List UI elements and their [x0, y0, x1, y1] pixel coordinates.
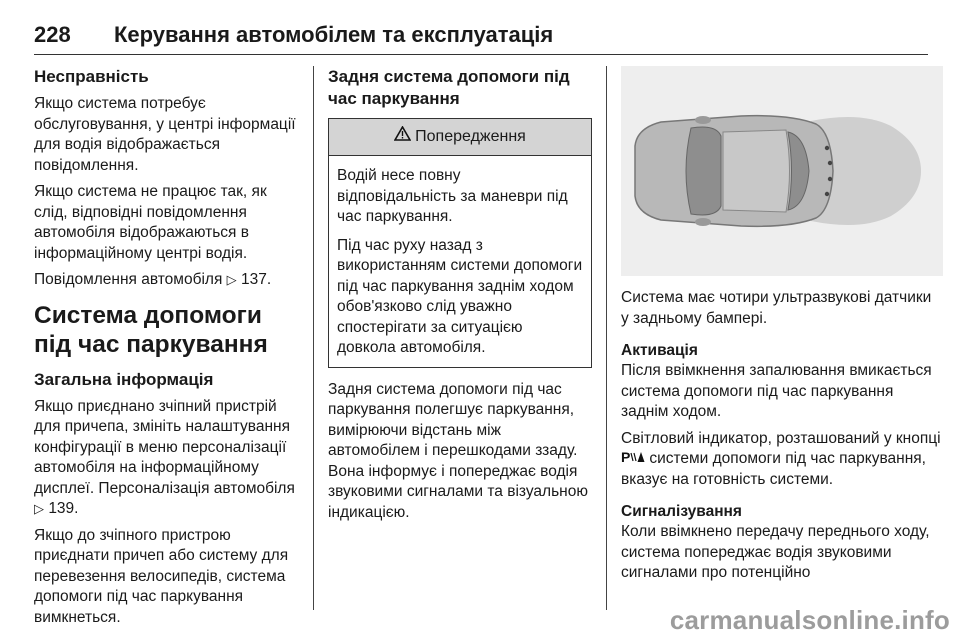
column-3 — [621, 66, 943, 590]
column-1 — [34, 66, 300, 634]
warning-title: Попередження — [415, 127, 526, 145]
paragraph: Після ввімкнення запалювання вмикається система допомоги під час паркування заднім ходом. — [621, 362, 932, 420]
warning-paragraph: Водій несе повну відповідальність за маневри під час паркування. — [337, 167, 568, 225]
page-reference-link[interactable]: 139. — [48, 500, 79, 517]
paragraph-text: системи допомоги під час паркування, вказує на готовність системи. — [621, 450, 926, 488]
paragraph: Якщо система не працює так, як слід, відповідні повідомлення автомобіля відображаються в інформаційному центрі водія. — [34, 183, 267, 262]
header-rule — [34, 54, 928, 55]
warning-header — [329, 119, 591, 156]
paragraph-text: Якщо приєднано зчіпний пристрій для причепа, змініть налаштування конфігурації в меню персоналізації автомобіля на інформаційному дисплеї. Персоналізація автомобіля — [34, 397, 295, 497]
warning-paragraph: Під час руху назад з використанням системи допомоги під час паркування заднім ходом обов'язково слід уважно спостерігати за ситуацією довкола автомобіля. — [337, 236, 583, 356]
fault-heading: Несправність — [34, 67, 149, 86]
page-title: Керування автомобілем та експлуатація — [114, 22, 554, 47]
activation-heading: Активація — [621, 342, 698, 359]
paragraph: Система має чотири ультразвукові датчики у задньому бампері. — [621, 289, 932, 327]
warning-triangle-icon — [394, 126, 411, 148]
parking-assist-button-icon — [621, 450, 649, 467]
paragraph — [621, 429, 943, 491]
signal-heading: Сигналізування — [621, 503, 742, 520]
page-number: 228 — [34, 22, 71, 47]
svg-text:P: P — [621, 450, 631, 464]
column-divider-2 — [606, 66, 607, 610]
column-divider-1 — [313, 66, 314, 610]
page-ref-arrow-icon: ▷ — [226, 272, 237, 287]
paragraph-text: Світловий індикатор, розташований у кнопці — [621, 429, 941, 447]
column-2 — [328, 66, 592, 529]
paragraph: Якщо до зчіпного пристрою приєднати причеп або систему для перевезення велосипедів, система допомоги під час паркування вимкнеться. — [34, 526, 289, 626]
car-sensor-illustration — [621, 66, 943, 276]
car-top-view-image — [621, 66, 943, 276]
page-header — [34, 22, 928, 54]
general-heading: Загальна інформація — [34, 369, 214, 389]
warning-body — [329, 156, 591, 367]
paragraph: Задня система допомоги під час паркування полегшує паркування, вимірюючи відстань між автомобілем і перешкодами ззаду. Вона інформує і попереджає водія звуковими сигналами та візуальною індикацією. — [328, 380, 588, 521]
paragraph — [34, 397, 300, 520]
paragraph: Якщо система потребує обслуговування, у центрі інформації для водія відображається повідомлення. — [34, 95, 296, 174]
page-ref-arrow-icon: ▷ — [34, 501, 44, 516]
paragraph: Коли ввімкнено передачу переднього ходу, система попереджає водія звуковими сигналами про потенційно — [621, 523, 930, 581]
page-reference-link[interactable]: 137. — [240, 271, 272, 288]
warning-box — [328, 118, 592, 368]
paragraph-text: Повідомлення автомобіля — [34, 271, 223, 288]
section-heading: Система допомоги під час паркування — [34, 301, 268, 358]
watermark: carmanualsonline.info — [669, 605, 950, 635]
rear-parking-heading: Задня система допомоги під час паркування — [328, 67, 570, 108]
paragraph — [34, 270, 300, 291]
